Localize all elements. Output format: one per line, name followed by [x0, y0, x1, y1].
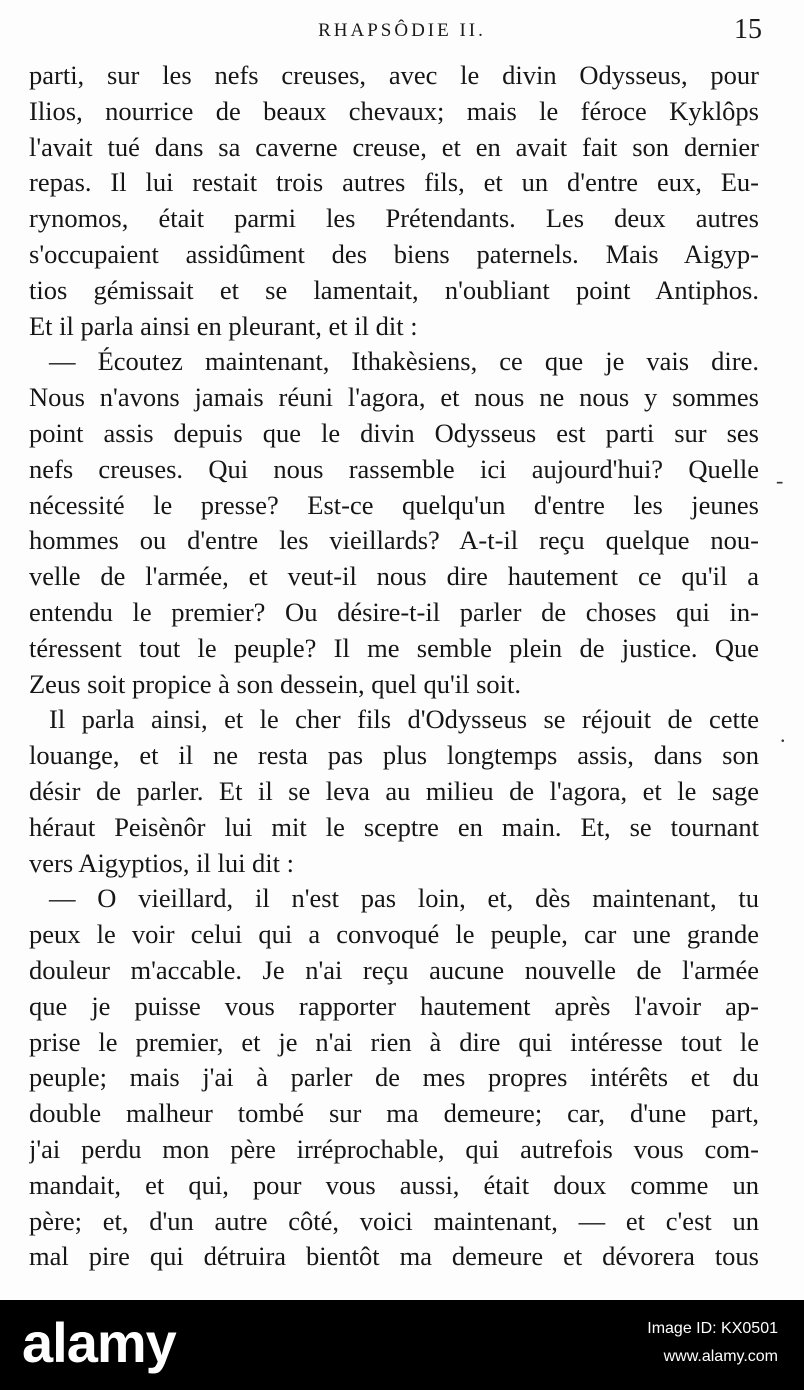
text-line: parti, sur les nefs creuses, avec le divin Odysseus, pour — [29, 60, 759, 90]
text-line: Ilios, nourrice de beaux chevaux; mais le féroce Kyklôps — [29, 95, 759, 126]
running-title: RHAPSÔDIE II. — [318, 20, 486, 41]
text-line: vers Aigyptios, il lui dit : — [29, 847, 295, 878]
text-line: tios gémissait et se lamentait, n'oubliant point Antiphos. — [29, 274, 759, 305]
text-line: nécessité le presse? Est-ce quelqu'un d'entre les jeunes — [29, 489, 759, 520]
site-url: www.alamy.com — [663, 1348, 778, 1365]
margin-mark: - — [776, 468, 784, 493]
text-line: peuple; mais j'ai à parler de mes propres intérêts et du — [29, 1062, 759, 1093]
text-line: rynomos, était parmi les Prétendants. Les deux autres — [29, 203, 759, 234]
text-line: téressent tout le peuple? Il me semble plein de justice. Que — [29, 632, 759, 663]
running-head — [0, 14, 804, 54]
text-line: louange, et il ne resta pas plus longtemps assis, dans son — [29, 740, 759, 771]
text-line: — Écoutez maintenant, Ithakèsiens, ce que je vais dire. — [49, 346, 759, 377]
text-line: Et il parla ainsi en pleurant, et il dit : — [29, 310, 418, 341]
text-line: peux le voir celui qui a convoqué le peuple, car une grande — [29, 919, 759, 950]
page-number: 15 — [734, 14, 762, 45]
alamy-logo: alamy — [22, 1311, 176, 1374]
text-line: point assis depuis que le divin Odysseus est parti sur ses — [29, 417, 759, 448]
text-line: s'occupaient assidûment des biens paternels. Mais Aigyp- — [29, 238, 759, 269]
text-line: nefs creuses. Qui nous rassemble ici aujourd'hui? Quelle — [29, 453, 759, 484]
text-line: désir de parler. Et il se leva au milieu de l'agora, et le sage — [29, 775, 759, 806]
text-line: prise le premier, et je n'ai rien à dire qui intéresse tout le — [29, 1026, 759, 1057]
text-line: double malheur tombé sur ma demeure; car, d'une part, — [29, 1098, 759, 1129]
text-line: Il parla ainsi, et le cher fils d'Odysseus se réjouit de cette — [49, 704, 759, 735]
text-line: Nous n'avons jamais réuni l'agora, et nous ne nous y sommes — [29, 382, 759, 413]
text-line: j'ai perdu mon père irréprochable, qui autrefois vous com- — [29, 1133, 759, 1164]
text-line: repas. Il lui restait trois autres fils, et un d'entre eux, Eu- — [29, 167, 759, 198]
text-line: héraut Peisènôr lui mit le sceptre en main. Et, se tournant — [29, 811, 759, 842]
text-line: entendu le premier? Ou désire-t-il parler de choses qui in- — [29, 596, 759, 627]
text-line: douleur m'accable. Je n'ai reçu aucune nouvelle de l'armée — [29, 954, 759, 985]
image-id: Image ID: KX0501 — [647, 1320, 778, 1337]
text-line: velle de l'armée, et veut-il nous dire hautement ce qu'il a — [29, 561, 759, 592]
text-line: — O vieillard, il n'est pas loin, et, dès maintenant, tu — [49, 883, 759, 914]
text-line: que je puisse vous rapporter hautement après l'avoir ap- — [29, 990, 759, 1021]
body-text — [29, 58, 759, 1275]
text-line: hommes ou d'entre les vieillards? A-t-il reçu quelque nou- — [29, 525, 759, 556]
text-line: mal pire qui détruira bientôt ma demeure et dévorera tous — [29, 1241, 759, 1272]
text-line: Zeus soit propice à son dessein, quel qu'il soit. — [29, 668, 522, 699]
text-line: mandait, et qui, pour vous aussi, était doux comme un — [29, 1169, 759, 1200]
text-line: l'avait tué dans sa caverne creuse, et en avait fait son dernier — [29, 131, 759, 162]
text-line: père; et, d'un autre côté, voici maintenant, — et c'est un — [29, 1205, 759, 1236]
margin-mark: . — [780, 722, 786, 747]
watermark-footer — [0, 1300, 804, 1390]
